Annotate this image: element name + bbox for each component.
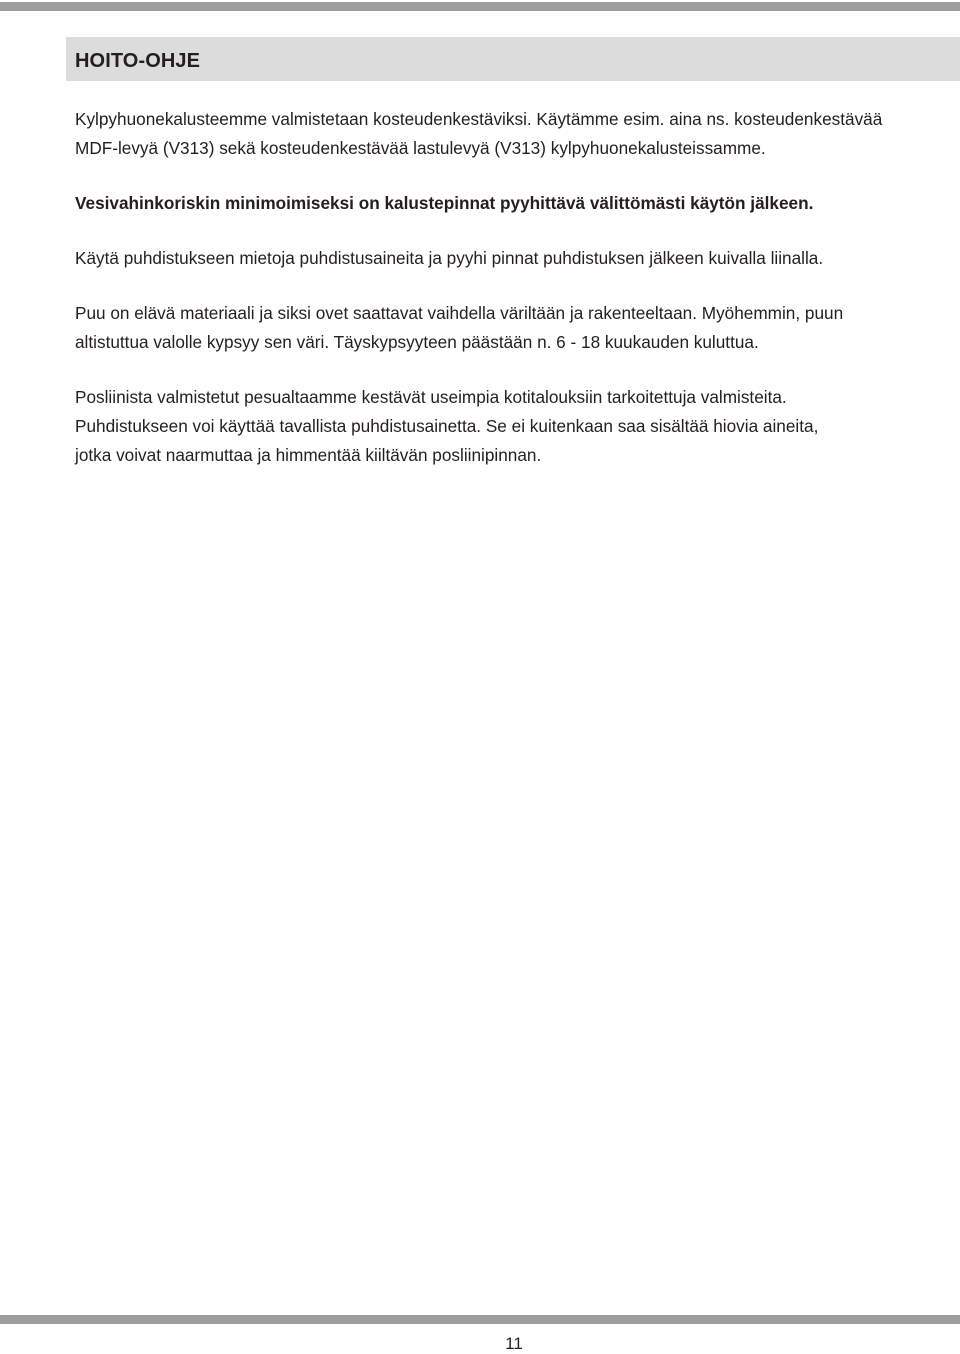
paragraph-line: Käytä puhdistukseen mietoja puhdistusaineita ja pyyhi pinnat puhdistuksen jälkeen kuivalla liinalla. [75,248,824,268]
paragraph-line: Kylpyhuonekalusteemme valmistetaan kosteudenkestäviksi. Käytämme esim. aina ns. kosteudenkestävää [75,109,883,129]
top-rule [0,2,960,11]
page-number: 11 [505,1334,523,1353]
paragraph-line: altistuttua valolle kypsyy sen väri. Täyskypsyyteen päästään n. 6 - 18 kuukauden kuluttua. [75,332,759,352]
care-instructions-body [75,105,960,496]
paragraph-cleaning [75,244,960,273]
paragraph-line: Puhdistukseen voi käyttää tavallista puhdistusainetta. Se ei kuitenkaan saa sisältää hiovia aineita, [75,416,819,436]
paragraph-line: Posliinista valmistetut pesualtaamme kestävät useimpia kotitalouksiin tarkoitettuja valmisteita. [75,387,787,407]
paragraph-wood [75,299,960,357]
paragraph-line: jotka voivat naarmuttaa ja himmentää kiiltävän posliinipinnan. [75,445,542,465]
paragraph-line: Puu on elävä materiaali ja siksi ovet saattavat vaihdella väriltään ja rakenteeltaan. Myöhemmin, puun [75,303,844,323]
bottom-rule [0,1315,960,1324]
paragraph-water-warning [75,189,960,218]
paragraph-materials [75,105,960,163]
paragraph-line: MDF-levyä (V313) sekä kosteudenkestävää lastulevyä (V313) kylpyhuonekalusteissamme. [75,138,766,158]
page-title: HOITO-OHJE [75,50,201,72]
paragraph-line: Vesivahinkoriskin minimoimiseksi on kalustepinnat pyyhittävä välittömästi käytön jälkeen. [75,193,814,213]
paragraph-porcelain [75,383,960,470]
title-bar [66,37,960,81]
